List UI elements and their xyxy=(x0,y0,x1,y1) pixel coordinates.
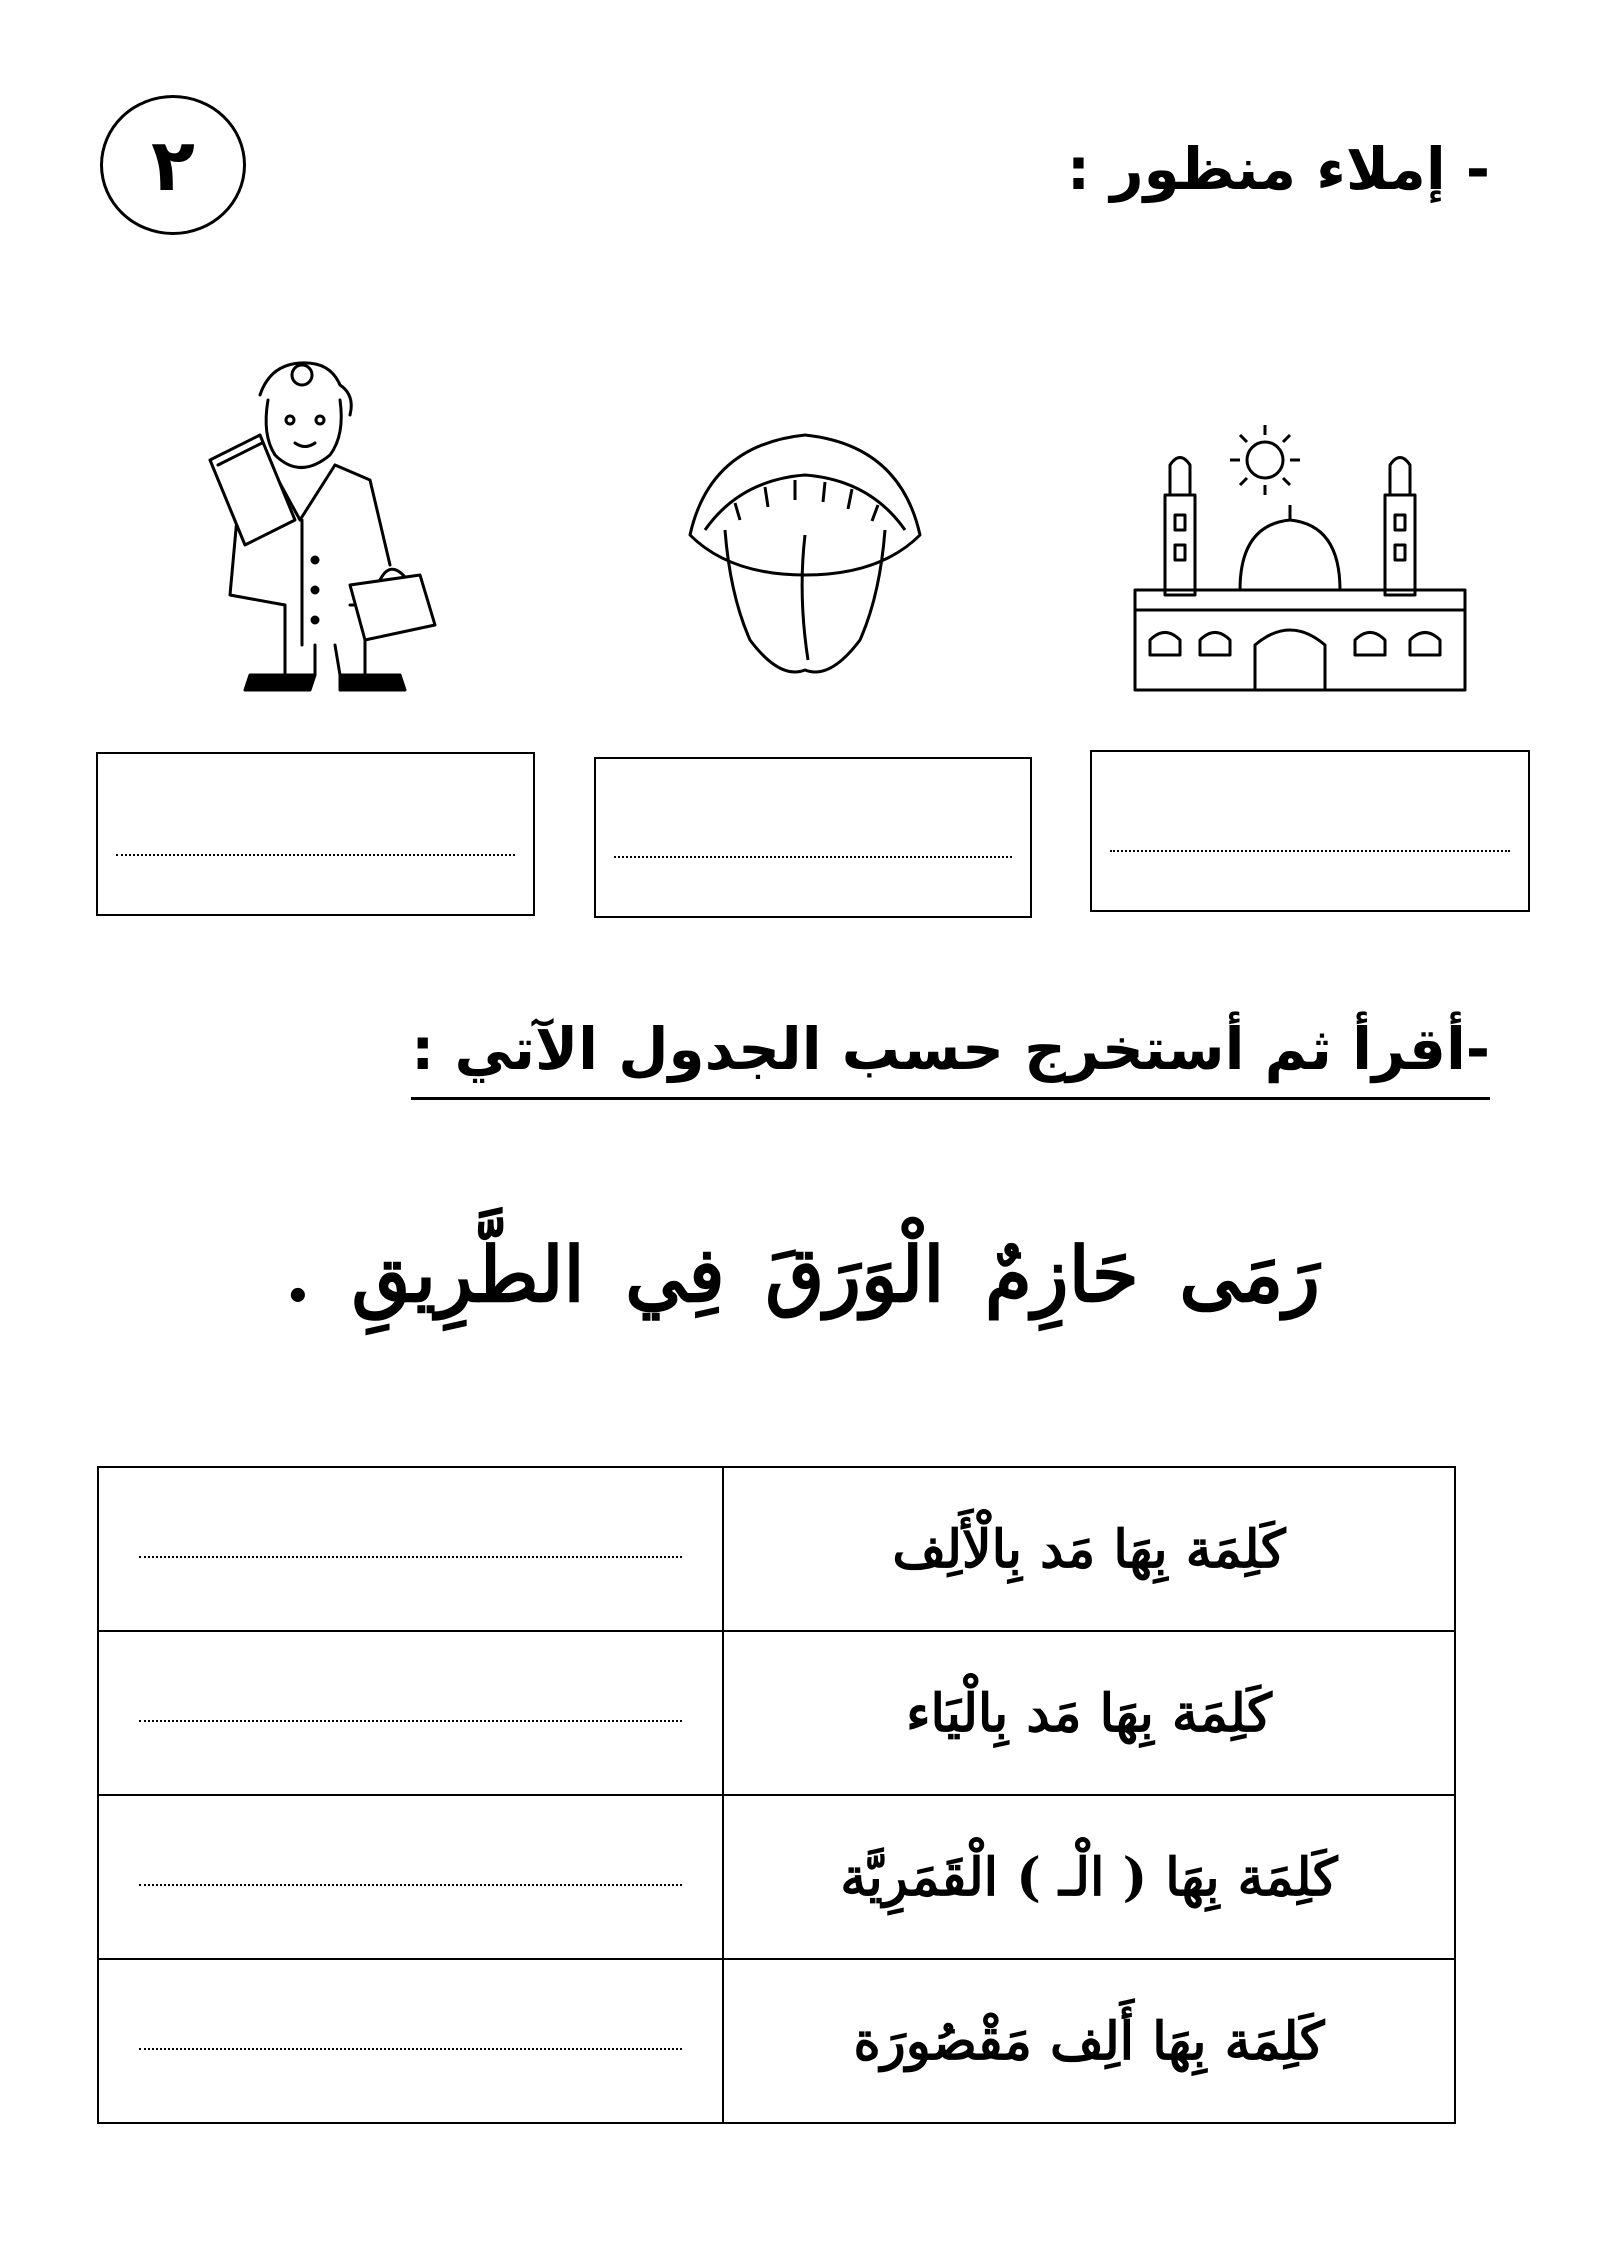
answer-box-tongue[interactable] xyxy=(594,757,1032,918)
doctor-icon xyxy=(190,355,480,710)
table-row xyxy=(98,1795,1455,1959)
table-row xyxy=(98,1631,1455,1795)
table-answer-cell[interactable] xyxy=(98,1795,723,1959)
dotted-answer-line xyxy=(1110,850,1510,852)
section-title-visual-dictation: - إملاء منظور : xyxy=(1066,135,1490,203)
table-row-label: كَلِمَة بِهَا ( الْـ ) الْقَمَرِيَّة xyxy=(723,1795,1455,1959)
dotted-answer-line xyxy=(116,854,515,856)
dotted-answer-line xyxy=(139,1556,682,1558)
answer-box-mosque[interactable] xyxy=(1090,750,1530,912)
table-answer-cell[interactable] xyxy=(98,1959,723,2123)
table-answer-cell[interactable] xyxy=(98,1467,723,1631)
mosque-icon xyxy=(1125,420,1475,705)
dotted-answer-line xyxy=(139,1720,682,1722)
table-row xyxy=(98,1959,1455,2123)
tongue-icon xyxy=(680,425,930,685)
page-number: ٢ xyxy=(100,95,246,235)
table-answer-cell[interactable] xyxy=(98,1631,723,1795)
dotted-answer-line xyxy=(139,2048,682,2050)
table-row-label: كَلِمَة بِهَا مَد بِالْأَلِف xyxy=(723,1467,1455,1631)
section-title-read-extract: -أقرأ ثم أستخرج حسب الجدول الآتي : xyxy=(411,1015,1490,1100)
answer-box-doctor[interactable] xyxy=(96,752,535,916)
table-row-label: كَلِمَة بِهَا أَلِف مَقْصُورَة xyxy=(723,1959,1455,2123)
table-row-label: كَلِمَة بِهَا مَد بِالْيَاء xyxy=(723,1631,1455,1795)
dotted-answer-line xyxy=(139,1884,682,1886)
reading-sentence: رَمَى حَازِمٌ الْوَرَقَ فِي الطَّرِيقِ . xyxy=(284,1230,1320,1319)
table-row xyxy=(98,1467,1455,1631)
dotted-answer-line xyxy=(614,856,1012,858)
extraction-table xyxy=(97,1466,1456,2124)
